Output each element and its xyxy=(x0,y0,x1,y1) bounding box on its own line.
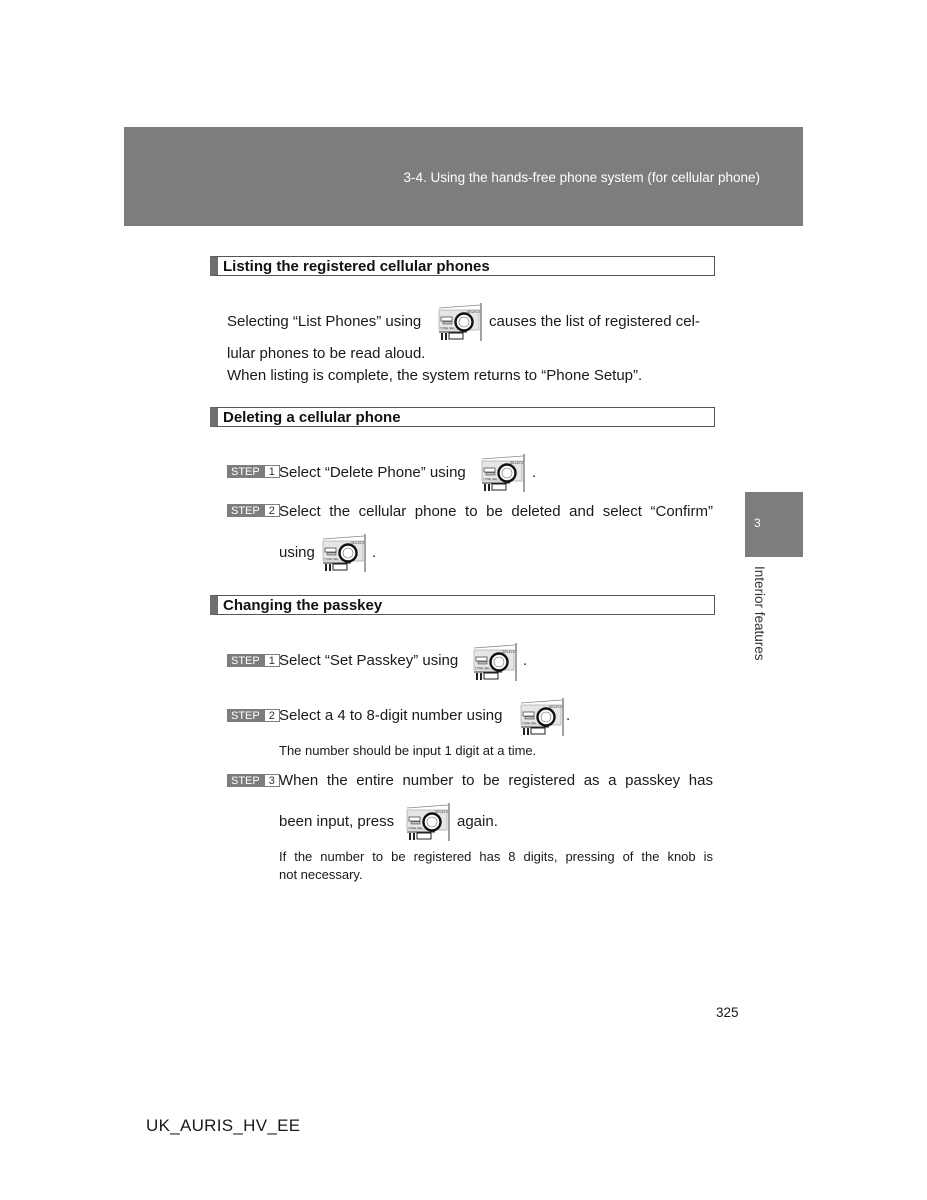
passkey-step1-text: Select “Set Passkey” using xyxy=(279,652,459,669)
section-heading-passkey xyxy=(210,595,715,615)
passkey-step2-end: . xyxy=(566,707,571,724)
header-band xyxy=(124,127,803,226)
step-label: STEP xyxy=(227,709,264,722)
passkey-step2-text: Select a 4 to 8-digit number using xyxy=(279,707,503,724)
step-label: STEP xyxy=(227,654,264,667)
tune-knob-icon xyxy=(405,802,453,842)
delete-step1-text: Select “Delete Phone” using xyxy=(279,464,466,481)
passkey-step1-end: . xyxy=(523,652,528,669)
step-badge xyxy=(227,654,280,667)
step-number: 1 xyxy=(264,465,280,478)
section-heading-listing xyxy=(210,256,715,276)
section-title: Deleting a cellular phone xyxy=(223,409,401,426)
step-label: STEP xyxy=(227,465,264,478)
delete-step1-end: . xyxy=(532,464,537,481)
section-title: Listing the registered cellular phones xyxy=(223,258,490,275)
tune-knob-icon xyxy=(472,642,520,682)
delete-step2-end: . xyxy=(372,544,377,561)
listing-text-post: causes the list of registered cel- xyxy=(489,313,700,330)
chapter-number: 3 xyxy=(754,516,761,530)
passkey-step3-note-line1: If the number to be registered has 8 digits, pressing of the knob is xyxy=(279,849,713,864)
tune-knob-icon xyxy=(480,453,528,493)
section-heading-deleting xyxy=(210,407,715,427)
delete-step2-text: Select the cellular phone to be deleted and select “Confirm” xyxy=(279,503,713,520)
step-badge xyxy=(227,709,280,722)
step-number: 2 xyxy=(264,504,280,517)
step-number: 2 xyxy=(264,709,280,722)
listing-text-line2: lular phones to be read aloud. xyxy=(227,345,426,362)
step-number: 1 xyxy=(264,654,280,667)
passkey-step3-text: When the entire number to be registered as a passkey has xyxy=(279,772,713,789)
footer-code: UK_AURIS_HV_EE xyxy=(146,1116,301,1135)
chapter-label: Interior features xyxy=(752,566,767,661)
listing-text-pre: Selecting “List Phones” using xyxy=(227,313,422,330)
passkey-step3-text2-post: again. xyxy=(457,813,498,830)
passkey-step3-text2-pre: been input, press xyxy=(279,813,395,830)
listing-text-line3: When listing is complete, the system returns to “Phone Setup”. xyxy=(227,367,643,384)
passkey-step2-note: The number should be input 1 digit at a time. xyxy=(279,743,537,758)
step-label: STEP xyxy=(227,774,264,787)
chapter-tab xyxy=(745,492,803,557)
delete-step2-text2: using xyxy=(279,544,315,561)
tune-knob-icon xyxy=(437,302,485,342)
section-breadcrumb: 3-4. Using the hands-free phone system (for cellular phone) xyxy=(403,170,760,185)
step-label: STEP xyxy=(227,504,264,517)
step-badge xyxy=(227,465,280,478)
page-number: 325 xyxy=(716,1005,739,1020)
step-badge xyxy=(227,774,280,787)
step-badge xyxy=(227,504,280,517)
tune-knob-icon xyxy=(519,697,567,737)
tune-knob-icon xyxy=(321,533,369,573)
passkey-step3-note-line2: not necessary. xyxy=(279,867,363,882)
section-title: Changing the passkey xyxy=(223,597,383,614)
step-number: 3 xyxy=(264,774,280,787)
